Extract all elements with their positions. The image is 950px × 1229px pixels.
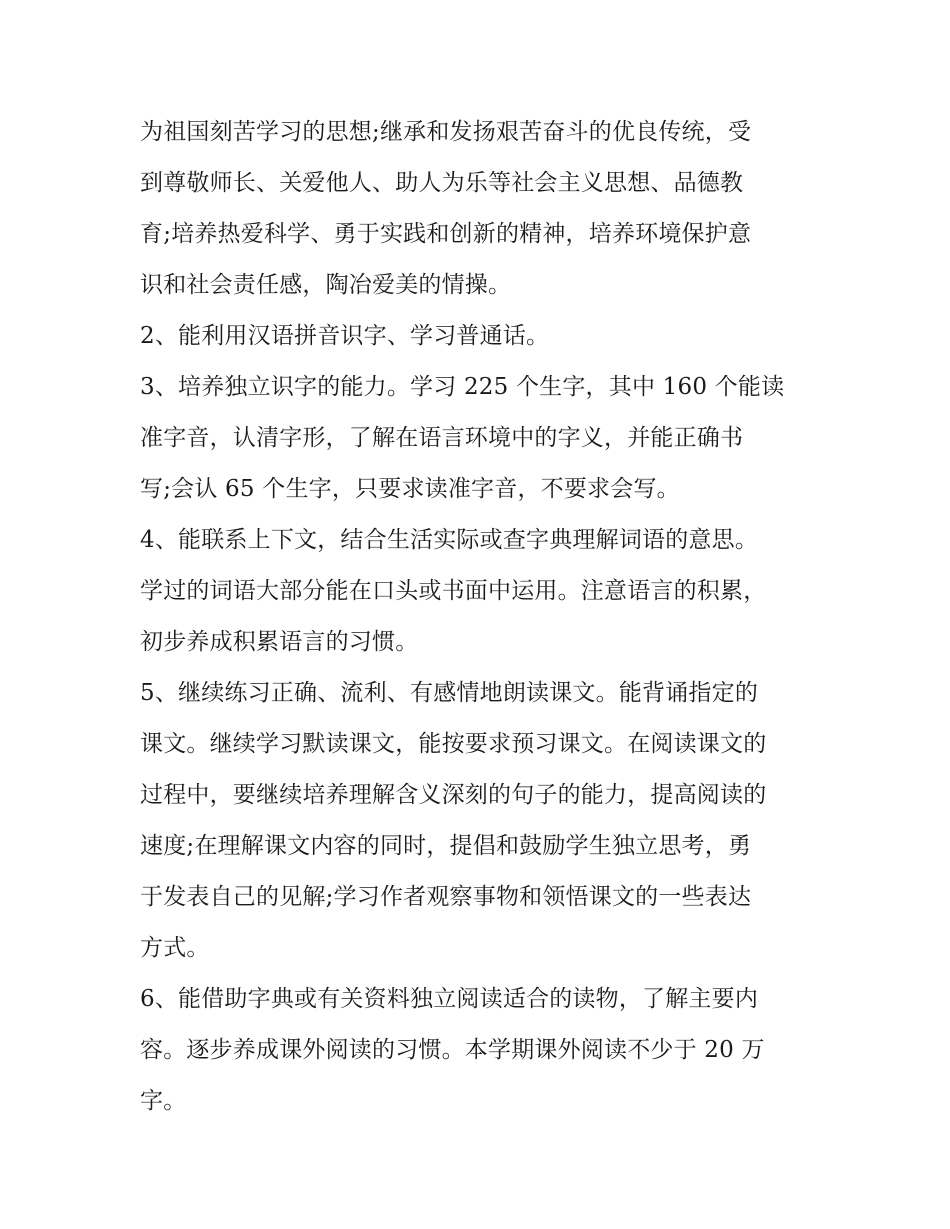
text-line: 准字音，认清字形，了解在语言环境中的字义，并能正确书 <box>140 425 744 451</box>
paragraph-item-4 <box>140 515 820 668</box>
paragraph-item-5 <box>140 668 820 974</box>
text-line: 学过的词语大部分能在口头或书面中运用。注意语言的积累， <box>140 578 767 604</box>
text-line: 5、继续练习正确、流利、有感情地朗读课文。能背诵指定的 <box>140 680 759 706</box>
text-line: 写;会认 65 个生字，只要求读准字音，不要求会写。 <box>140 476 680 502</box>
text-line: 识和社会责任感，陶冶爱美的情操。 <box>140 272 512 298</box>
text-line: 为祖国刻苦学习的思想;继承和发扬艰苦奋斗的优良传统，受 <box>140 119 752 145</box>
paragraph-item-6 <box>140 974 820 1127</box>
paragraph-item-3 <box>140 362 820 515</box>
text-line: 初步养成积累语言的习惯。 <box>140 629 419 655</box>
document-body <box>140 107 820 1127</box>
text-line: 课文。继续学习默读课文，能按要求预习课文。在阅读课文的 <box>140 731 767 757</box>
text-line: 容。逐步养成课外阅读的习惯。本学期课外阅读不少于 20 万 <box>140 1037 765 1063</box>
text-line: 速度;在理解课文内容的同时，提倡和鼓励学生独立思考，勇 <box>140 833 752 859</box>
text-line: 到尊敬师长、关爱他人、助人为乐等社会主义思想、品德教 <box>140 170 744 196</box>
text-line: 6、能借助字典或有关资料独立阅读适合的读物，了解主要内 <box>140 986 759 1012</box>
text-line: 2、能利用汉语拼音识字、学习普通话。 <box>140 323 550 349</box>
text-line: 4、能联系上下文，结合生活实际或查字典理解词语的意思。 <box>140 527 759 553</box>
text-line: 3、培养独立识字的能力。学习 225 个生字，其中 160 个能读 <box>140 374 785 400</box>
paragraph-moral-education <box>140 107 820 311</box>
text-line: 于发表自己的见解;学习作者观察事物和领悟课文的一些表达 <box>140 884 752 910</box>
paragraph-item-2 <box>140 311 820 362</box>
text-line: 字。 <box>140 1088 187 1114</box>
text-line: 过程中，要继续培养理解含义深刻的句子的能力，提高阅读的 <box>140 782 767 808</box>
text-line: 方式。 <box>140 935 210 961</box>
text-line: 育;培养热爱科学、勇于实践和创新的精神，培养环境保护意 <box>140 221 752 247</box>
